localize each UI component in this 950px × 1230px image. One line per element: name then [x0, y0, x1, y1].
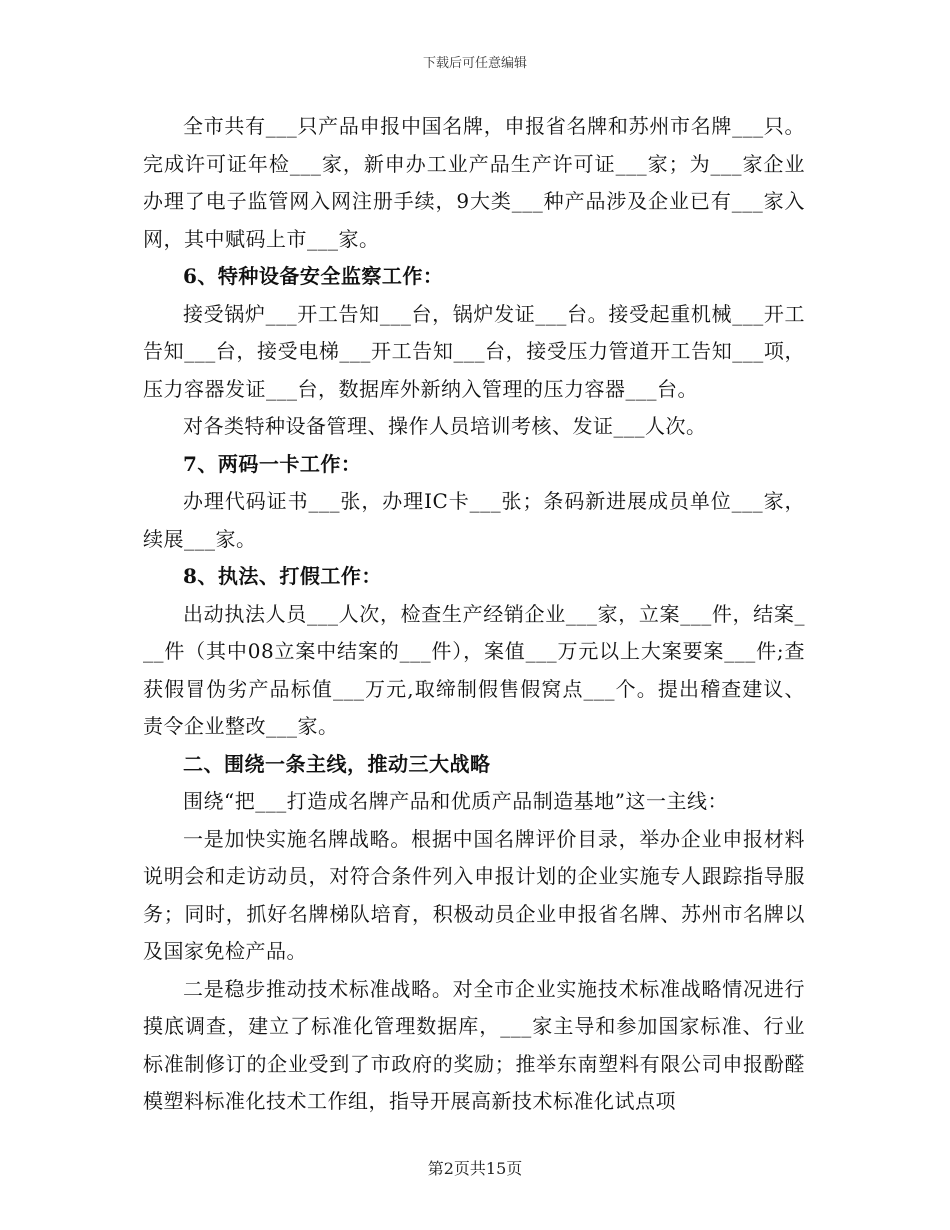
heading-main-line: 二、围绕一条主线，推动三大战略: [183, 751, 491, 776]
heading-enforcement: 8、执法、打假工作：: [183, 564, 382, 588]
paragraph-brand-license: 全市共有___只产品申报中国名牌，申报省名牌和苏州市名牌___只。完成许可证年检___家，新申办工业产品生产许可证___家；为___家企业办理了电子监管网入网注册手续，9大类___种产品涉及企业已有___家入网，其中赋码上市___家。: [143, 114, 805, 251]
paragraph-standard-strategy: 二是稳步推动技术标准战略。对全市企业实施技术标准战略情况进行摸底调查，建立了标准化管理数据库，___家主导和参加国家标准、行业标准制修订的企业受到了市政府的奖励；推举东南塑料有限公司申报酚醛模塑料标准化技术工作组，指导开展高新技术标准化试点项: [143, 976, 805, 1113]
document-body: [143, 108, 805, 1121]
paragraph-training: 对各类特种设备管理、操作人员培训考核、发证___人次。: [183, 414, 707, 438]
paragraph-code-certificate: 办理代码证书___张，办理IC卡___张；条码新进展成员单位___家，续展___家。: [143, 489, 805, 551]
paragraph-brand-strategy: 一是加快实施名牌战略。根据中国名牌评价目录，举办企业申报材料说明会和走访动员，对符合条件列入申报计划的企业实施专人跟踪指导服务；同时，抓好名牌梯队培育，积极动员企业申报省名牌、苏州市名牌以及国家免检产品。: [143, 826, 805, 963]
page-header: 下载后可任意编辑: [422, 56, 527, 71]
heading-two-codes-one-card: 7、两码一卡工作：: [183, 451, 362, 476]
paragraph-enforcement: 出动执法人员___人次，检查生产经销企业___家，立案___件，结案___件（其中08立案中结案的___件），案值___万元以上大案要案___件;查获假冒伪劣产品标值___万元,取缔制假售假窝点___个。提出稽查建议、责令企业整改___家。: [143, 601, 805, 738]
paragraph-boiler-crane: 接受锅炉___开工告知___台，锅炉发证___台。接受起重机械___开工告知___台，接受电梯___开工告知___台，接受压力管道开工告知___项，压力容器发证___台，数据库外新纳入管理的压力容器___台。: [143, 301, 805, 401]
paragraph-main-line: 围绕“把___打造成名牌产品和优质产品制造基地”这一主线：: [183, 789, 728, 813]
page-footer: 第2页共15页: [427, 1159, 523, 1178]
heading-special-equipment: 6、特种设备安全监察工作：: [183, 264, 444, 288]
